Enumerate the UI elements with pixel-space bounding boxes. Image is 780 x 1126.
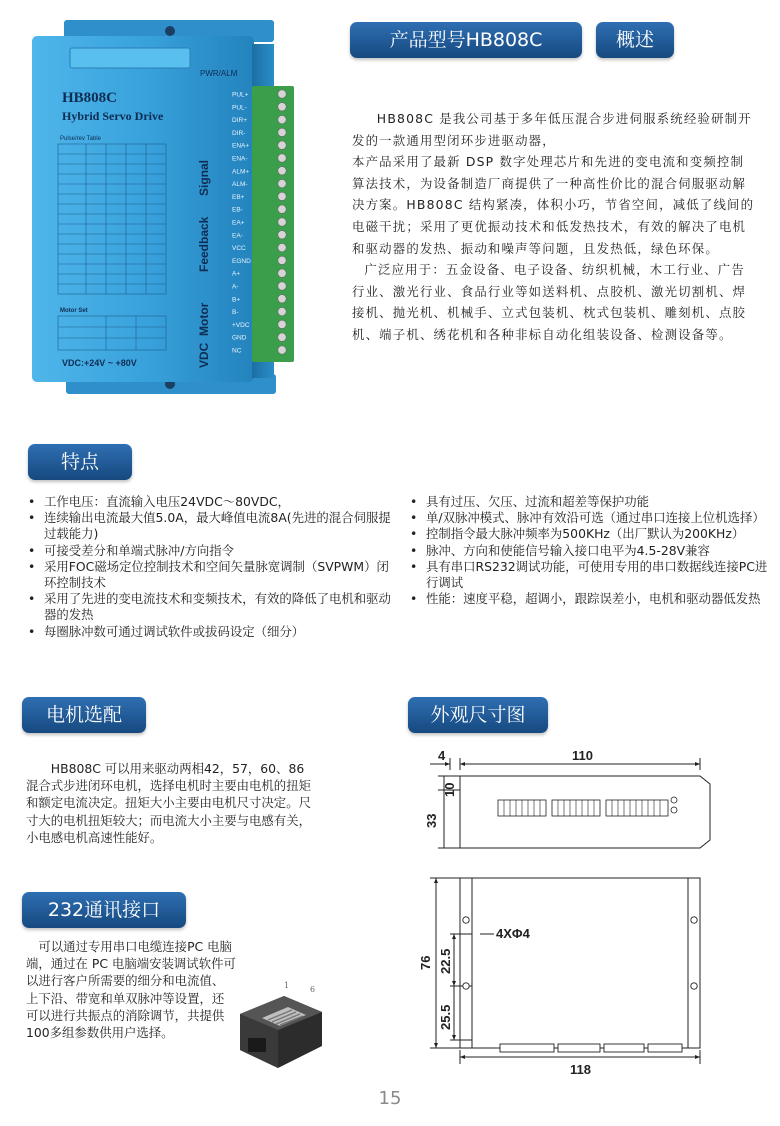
feature-item: • 每圈脉冲数可通过调试软件或拔码设定（细分） bbox=[24, 624, 398, 640]
terminal-screw bbox=[278, 282, 286, 290]
overview-paragraph-1: HB808C 是我公司基于多年低压混合步进伺服系统经验研制开发的一款通用型闭环步进驱动器， bbox=[352, 111, 752, 148]
device-side-label-signal: Signal bbox=[197, 159, 211, 196]
motor-title: 电机选配 bbox=[22, 697, 146, 733]
device-voltage-label: VDC:+24V ~ +80V bbox=[62, 358, 137, 368]
feature-item: • 具有串口RS232调试功能，可使用专用的串口数据线连接PC进行调试 bbox=[406, 559, 770, 591]
device-side-label-motor: Motor bbox=[197, 302, 211, 336]
terminal-screw bbox=[278, 333, 286, 341]
dim-front-width-label: 118 bbox=[570, 1062, 591, 1077]
device-side-label-vdc: VDC bbox=[197, 342, 211, 368]
features-left-list bbox=[24, 494, 398, 640]
terminal-screw bbox=[278, 231, 286, 239]
device-top-label: PWR/ALM bbox=[200, 69, 238, 78]
feature-item: • 性能：速度平稳，超调小，跟踪误差小，电机和驱动器低发热 bbox=[406, 591, 770, 607]
motor-text: HB808C 可以用来驱动两相42，57，60、86混合式步进闭环电机，选择电机时主要由电机的扭矩和额定电流决定。扭矩大小主要由电机尺寸决定。尺寸大的电机扭矩较大；而电流大小主要与电感有关，小电感电机高速性能好。 bbox=[26, 761, 311, 845]
feature-item: • 单/双脉冲模式、脉冲有效沿可选（通过串口连接上位机选择） bbox=[406, 510, 770, 526]
terminal-screw bbox=[278, 243, 286, 251]
terminal-pin-label: EB- bbox=[232, 206, 243, 214]
terminal-screws bbox=[278, 90, 286, 354]
feature-item: • 控制指令最大脉冲频率为500KHz（出厂默认为200KHz） bbox=[406, 526, 770, 542]
dimension-drawing bbox=[410, 748, 730, 1078]
comm-title: 232通讯接口 bbox=[22, 892, 186, 928]
comm-pin-label-6: 6 bbox=[310, 985, 316, 994]
features-right-list bbox=[406, 494, 770, 607]
device-table-title: Pulse/rev Table bbox=[60, 136, 101, 142]
terminal-screw bbox=[278, 103, 286, 111]
feature-item: • 采用了先进的变电流技术和变频技术，有效的降低了电机和驱动器的发热 bbox=[24, 591, 398, 623]
terminal-pin-label: EA- bbox=[232, 232, 243, 240]
terminal-pin-label: DIR+ bbox=[232, 117, 247, 125]
terminal-pin-label: ENA+ bbox=[232, 142, 250, 150]
terminal-screw bbox=[278, 167, 286, 175]
terminal-screw bbox=[278, 128, 286, 136]
device-product-name: Hybrid Servo Drive bbox=[62, 109, 164, 123]
terminal-pin-label: EGND bbox=[232, 257, 251, 265]
terminal-pin-label: PUL+ bbox=[232, 91, 249, 99]
comm-pin-label-1: 1 bbox=[284, 981, 290, 990]
terminal-pin-label: A- bbox=[232, 283, 239, 291]
terminal-pin-label: B- bbox=[232, 309, 239, 317]
terminal-pin-label: EA+ bbox=[232, 219, 245, 227]
feature-item: • 工作电压：直流输入电压24VDC～80VDC， bbox=[24, 494, 398, 510]
terminal-screw bbox=[278, 295, 286, 303]
terminal-screw bbox=[278, 205, 286, 213]
feature-item: • 可接受差分和单端式脉冲/方向指令 bbox=[24, 543, 398, 559]
terminal-pin-label: PUL- bbox=[232, 104, 247, 112]
dim-hole-label: 4XΦ4 bbox=[496, 926, 530, 941]
terminal-pin-label: A+ bbox=[232, 270, 241, 278]
terminal-pin-label: ALM+ bbox=[232, 168, 250, 176]
terminal-screw bbox=[278, 154, 286, 162]
terminal-screw bbox=[278, 269, 286, 277]
features-title: 特点 bbox=[28, 444, 132, 480]
dim-top-step-label: 10 bbox=[442, 782, 457, 797]
dim-lower-label: 25.5 bbox=[438, 1004, 453, 1030]
dim-top-height-label: 33 bbox=[424, 813, 439, 828]
terminal-pin-label: +VDC bbox=[232, 321, 250, 329]
terminal-pin-label: EB+ bbox=[232, 193, 245, 201]
terminal-screw bbox=[278, 179, 286, 187]
comm-text: 可以通过专用串口电缆连接PC 电脑端，通过在 PC 电脑端安装调试软件可以进行客户所需要的细分和电流值、上下沿、带宽和单双脉冲等设置，还可以进行共振点的消除调节，共提供100多组参数供用户选择。 bbox=[26, 939, 236, 1041]
terminal-pin-label: ALM- bbox=[232, 181, 248, 189]
overview-text bbox=[352, 108, 756, 346]
terminal-pin-label: VCC bbox=[232, 245, 246, 253]
rj-connector-image bbox=[226, 978, 330, 1074]
overview-title: 概述 bbox=[596, 22, 674, 58]
dimensions-title: 外观尺寸图 bbox=[408, 697, 548, 733]
feature-item: • 具有过压、欠压、过流和超差等保护功能 bbox=[406, 494, 770, 510]
device-brand-label: HB808C bbox=[62, 90, 118, 106]
feature-item: • 脉冲、方向和使能信号输入接口电平为4.5-28V兼容 bbox=[406, 543, 770, 559]
terminal-screw bbox=[278, 115, 286, 123]
page-number: 15 bbox=[378, 1088, 402, 1109]
terminal-screw bbox=[278, 218, 286, 226]
terminal-pin-label: GND bbox=[232, 334, 247, 342]
device-photo bbox=[30, 18, 298, 398]
terminal-screw bbox=[278, 307, 286, 315]
terminal-pin-label: B+ bbox=[232, 296, 241, 304]
terminal-screw bbox=[278, 256, 286, 264]
device-motor-set-label: Motor Set bbox=[60, 308, 88, 314]
dim-top-width-label: 110 bbox=[572, 748, 593, 763]
terminal-pin-label: NC bbox=[232, 347, 242, 355]
terminal-screw bbox=[278, 346, 286, 354]
overview-paragraph-2: 本产品采用了最新 DSP 数字处理芯片和先进的变电流和变频控制算法技术，为设备制造厂商提供了一种高性价比的混合伺服驱动解决方案。HB808C 结构紧凑，体积小巧，节省空间，减低了线间的电磁干扰；采用了更优振动技术和低发热技术，有效的解决了电机和驱动器的发热、振动和噪声等问题，且发热低，绿色环保。 bbox=[352, 154, 755, 256]
feature-item: • 连续输出电流最大值5.0A，最大峰值电流8A(先进的混合伺服提过载能力) bbox=[24, 510, 398, 542]
model-title: 产品型号HB808C bbox=[350, 22, 582, 58]
terminal-screw bbox=[278, 320, 286, 328]
device-side-label-feedback: Feedback bbox=[197, 216, 211, 272]
terminal-pin-label: ENA- bbox=[232, 155, 248, 163]
feature-item: • 采用FOC磁场定位控制技术和空间矢量脉宽调制（SVPWM）闭环控制技术 bbox=[24, 559, 398, 591]
dim-front-height-label: 76 bbox=[418, 955, 433, 970]
terminal-pin-label: DIR- bbox=[232, 129, 246, 137]
terminal-screw bbox=[278, 192, 286, 200]
terminal-screw bbox=[278, 141, 286, 149]
overview-paragraph-3: 广泛应用于：五金设备、电子设备、纺织机械，木工行业、广告行业、激光行业、食品行业等如送料机、点胶机、激光切割机、焊接机、抛光机、机械手、立式包装机、枕式包装机、雕刻机、点胶机、端子机、绣花机和各种非标自动化组装设备、检测设备等。 bbox=[352, 262, 747, 342]
terminal-screw bbox=[278, 90, 286, 98]
dim-offset-label: 4 bbox=[438, 748, 446, 763]
dim-upper-label: 22.5 bbox=[438, 948, 453, 974]
